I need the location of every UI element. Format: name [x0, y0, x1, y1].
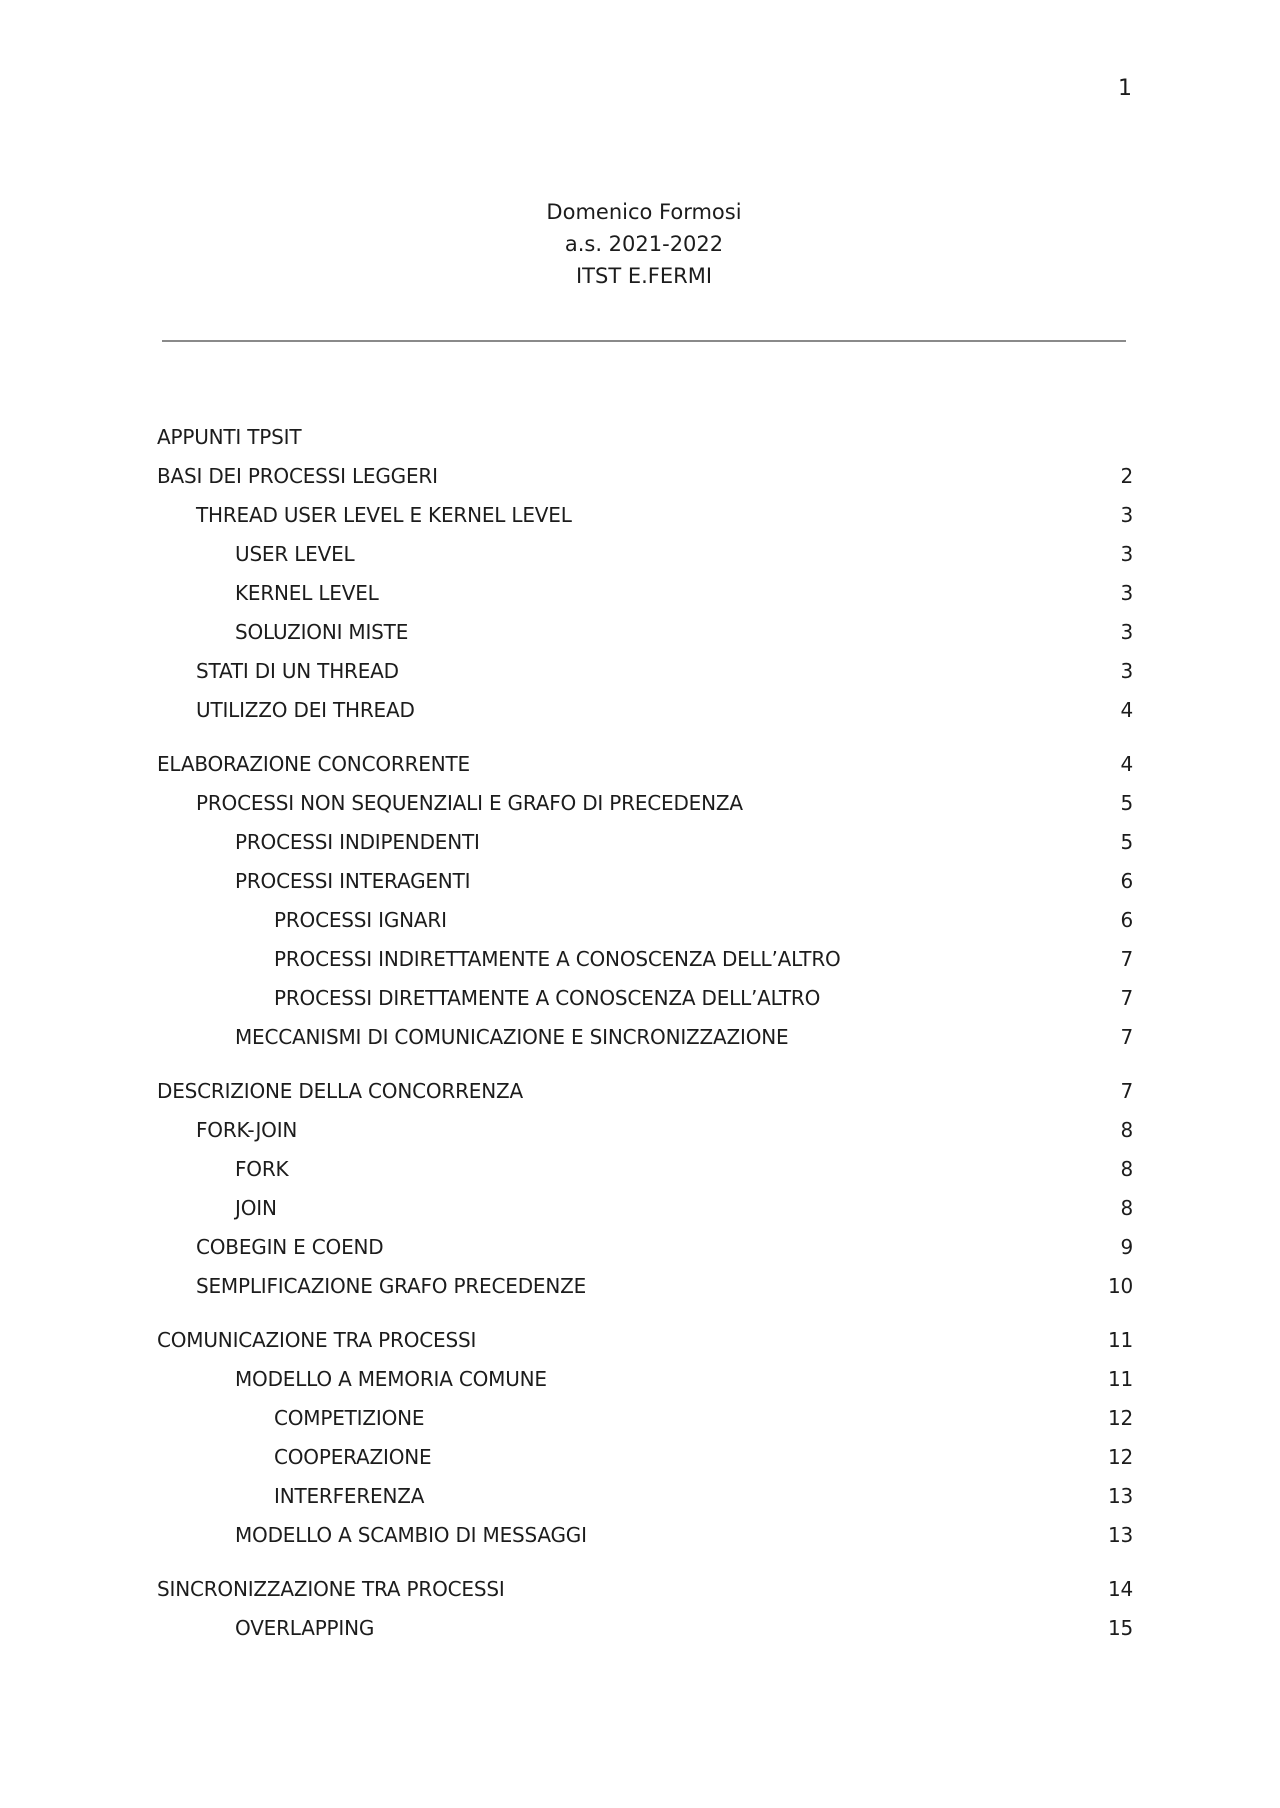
- toc-entry-page-number: 13: [1107, 1523, 1133, 1547]
- toc-entry-page-number: 8: [1120, 1118, 1133, 1142]
- toc-entry-page-number: 5: [1120, 791, 1133, 815]
- toc-entry-page-number: 4: [1120, 698, 1133, 722]
- toc-entry-title: COMPETIZIONE: [274, 1406, 425, 1430]
- toc-entry-page-number: 4: [1120, 752, 1133, 776]
- toc-entry-page-number: 3: [1120, 620, 1133, 644]
- toc-entry-title: COOPERAZIONE: [274, 1445, 432, 1469]
- toc-entry: [157, 827, 1133, 866]
- toc-entry: [157, 695, 1133, 734]
- toc-entry-page-number: 12: [1107, 1406, 1133, 1430]
- toc-entry-page-number: 13: [1107, 1484, 1133, 1508]
- toc-entry-title: ELABORAZIONE CONCORRENTE: [157, 752, 470, 776]
- toc-entry-title: JOIN: [235, 1196, 277, 1220]
- toc-entry-title: STATI DI UN THREAD: [196, 659, 399, 683]
- toc-entry: [157, 983, 1133, 1022]
- toc-entry-title: DESCRIZIONE DELLA CONCORRENZA: [157, 1079, 523, 1103]
- toc-entry-title: SINCRONIZZAZIONE TRA PROCESSI: [157, 1577, 505, 1601]
- toc-entry-title: COMUNICAZIONE TRA PROCESSI: [157, 1328, 477, 1352]
- toc-entry: [157, 1154, 1133, 1193]
- toc-entry: [157, 539, 1133, 578]
- toc-entry: [157, 1115, 1133, 1154]
- toc-entry-title: OVERLAPPING: [235, 1616, 375, 1640]
- toc-entry: [157, 1613, 1133, 1652]
- toc-entry-page-number: 7: [1120, 986, 1133, 1010]
- toc-entry: [157, 461, 1133, 500]
- toc-entry-title: MODELLO A MEMORIA COMUNE: [235, 1367, 547, 1391]
- toc-entry: [157, 1364, 1133, 1403]
- toc-entry-page-number: 7: [1120, 1025, 1133, 1049]
- toc-entry-title: INTERFERENZA: [274, 1484, 425, 1508]
- toc-entry-page-number: 9: [1120, 1235, 1133, 1259]
- toc-entry: [157, 905, 1133, 944]
- toc-entry-title: PROCESSI INTERAGENTI: [235, 869, 471, 893]
- author-block: [0, 196, 1280, 292]
- toc-entry-page-number: 14: [1107, 1577, 1133, 1601]
- toc-entry: [157, 500, 1133, 539]
- toc-entry-title: FORK-JOIN: [196, 1118, 298, 1142]
- toc-entry: [157, 578, 1133, 617]
- toc-entry-title: APPUNTI TPSIT: [157, 425, 302, 449]
- toc-entry-page-number: 12: [1107, 1445, 1133, 1469]
- toc-entry-page-number: 8: [1120, 1196, 1133, 1220]
- toc-entry-page-number: 5: [1120, 830, 1133, 854]
- toc-entry-title: SOLUZIONI MISTE: [235, 620, 409, 644]
- toc-entry: [157, 866, 1133, 905]
- author-name: Domenico Formosi: [546, 200, 742, 224]
- toc-entry-page-number: 10: [1107, 1274, 1133, 1298]
- toc-entry-title: USER LEVEL: [235, 542, 355, 566]
- toc-entry-title: MECCANISMI DI COMUNICAZIONE E SINCRONIZZAZIONE: [235, 1025, 789, 1049]
- toc-entry-title: KERNEL LEVEL: [235, 581, 379, 605]
- table-of-contents: [157, 422, 1133, 1652]
- toc-entry: [157, 749, 1133, 788]
- toc-entry: [157, 1271, 1133, 1310]
- toc-entry-page-number: 3: [1120, 542, 1133, 566]
- toc-entry-page-number: 7: [1120, 1079, 1133, 1103]
- toc-entry-title: PROCESSI INDIPENDENTI: [235, 830, 480, 854]
- toc-entry-page-number: 3: [1120, 581, 1133, 605]
- toc-entry-page-number: 7: [1120, 947, 1133, 971]
- toc-entry-title: PROCESSI INDIRETTAMENTE A CONOSCENZA DELL’ALTRO: [274, 947, 841, 971]
- toc-entry: [157, 1076, 1133, 1115]
- toc-entry: [157, 656, 1133, 695]
- header-divider: [162, 340, 1126, 342]
- toc-entry-page-number: 3: [1120, 659, 1133, 683]
- institute-name: ITST E.FERMI: [575, 264, 713, 288]
- toc-entry: [157, 1442, 1133, 1481]
- toc-entry: [157, 422, 1133, 461]
- toc-entry: [157, 1520, 1133, 1559]
- toc-entry: [157, 788, 1133, 827]
- toc-entry: [157, 617, 1133, 656]
- toc-entry-title: BASI DEI PROCESSI LEGGERI: [157, 464, 438, 488]
- toc-entry: [157, 1481, 1133, 1520]
- toc-entry-page-number: 6: [1120, 908, 1133, 932]
- toc-entry-title: SEMPLIFICAZIONE GRAFO PRECEDENZE: [196, 1274, 587, 1298]
- toc-entry: [157, 1232, 1133, 1271]
- toc-entry-page-number: 15: [1107, 1616, 1133, 1640]
- toc-entry-title: COBEGIN E COEND: [196, 1235, 384, 1259]
- school-year: a.s. 2021-2022: [564, 232, 724, 256]
- toc-entry: [157, 1193, 1133, 1232]
- toc-entry-title: PROCESSI NON SEQUENZIALI E GRAFO DI PRECEDENZA: [196, 791, 743, 815]
- toc-entry: [157, 1403, 1133, 1442]
- toc-entry-page-number: 8: [1120, 1157, 1133, 1181]
- toc-entry-page-number: 6: [1120, 869, 1133, 893]
- page-number: 1: [1118, 76, 1132, 101]
- toc-entry: [157, 1022, 1133, 1061]
- toc-entry-page-number: 11: [1107, 1328, 1133, 1352]
- toc-entry-title: UTILIZZO DEI THREAD: [196, 698, 415, 722]
- toc-entry: [157, 1574, 1133, 1613]
- toc-entry-title: PROCESSI DIRETTAMENTE A CONOSCENZA DELL’ALTRO: [274, 986, 821, 1010]
- toc-entry-title: MODELLO A SCAMBIO DI MESSAGGI: [235, 1523, 587, 1547]
- toc-entry-page-number: 3: [1120, 503, 1133, 527]
- toc-entry-page-number: 2: [1120, 464, 1133, 488]
- toc-entry: [157, 944, 1133, 983]
- toc-entry-title: THREAD USER LEVEL E KERNEL LEVEL: [196, 503, 572, 527]
- toc-entry-page-number: 11: [1107, 1367, 1133, 1391]
- toc-entry-title: FORK: [235, 1157, 289, 1181]
- toc-entry-title: PROCESSI IGNARI: [274, 908, 447, 932]
- toc-entry: [157, 1325, 1133, 1364]
